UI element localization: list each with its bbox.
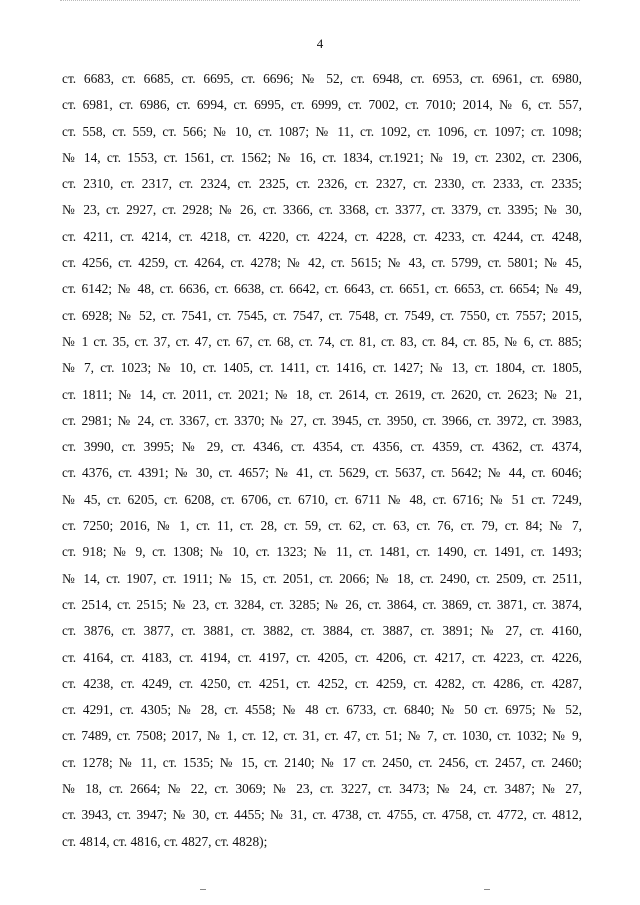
page-number: 4	[316, 36, 324, 51]
text-line: № 14, ст. 1553, ст. 1561, ст. 1562; № 16, ст. 1834, ст.1921; № 19, ст. 2302, ст. 2306,	[62, 149, 582, 165]
text-line: ст. 3990, ст. 3995; № 29, ст. 4346, ст. 4354, ст. 4356, ст. 4359, ст. 4362, ст. 4374,	[62, 439, 582, 455]
text-line: ст. 3876, ст. 3877, ст. 3881, ст. 3882, ст. 3884, ст. 3887, ст. 3891; № 27, ст. 4160,	[62, 623, 582, 639]
text-line: ст. 6683, ст. 6685, ст. 6695, ст. 6696; № 52, ст. 6948, ст. 6953, ст. 6961, ст. 6980,	[62, 71, 582, 86]
text-line: ст. 2514, ст. 2515; № 23, ст. 3284, ст. 3285; № 26, ст. 3864, ст. 3869, ст. 3871, ст. 3874,	[62, 596, 582, 612]
text-line: ст. 6981, ст. 6986, ст. 6994, ст. 6995, ст. 6999, ст. 7002, ст. 7010; 2014, № 6, ст. 557,	[62, 97, 582, 113]
text-line: ст. 4238, ст. 4249, ст. 4250, ст. 4251, ст. 4252, ст. 4259, ст. 4282, ст. 4286, ст. 4287,	[62, 675, 582, 691]
scan-mark-left	[200, 889, 206, 890]
scan-edge-line	[60, 0, 580, 2]
text-line: ст. 4376, ст. 4391; № 30, ст. 4657; № 41, ст. 5629, ст. 5637, ст. 5642; № 44, ст. 6046;	[62, 465, 582, 481]
text-line: ст. 1811; № 14, ст. 2011, ст. 2021; № 18, ст. 2614, ст. 2619, ст. 2620, ст. 2623; № 21,	[62, 386, 582, 402]
text-line: № 23, ст. 2927, ст. 2928; № 26, ст. 3366, ст. 3368, ст. 3377, ст. 3379, ст. 3395; № 30,	[62, 202, 582, 218]
scan-mark-right	[484, 889, 490, 890]
text-line: ст. 7489, ст. 7508; 2017, № 1, ст. 12, ст. 31, ст. 47, ст. 51; № 7, ст. 1030, ст. 1032; № 9,	[62, 728, 582, 744]
text-line: ст. 558, ст. 559, ст. 566; № 10, ст. 1087; № 11, ст. 1092, ст. 1096, ст. 1097; ст. 1098;	[62, 123, 582, 139]
text-line: ст. 2981; № 24, ст. 3367, ст. 3370; № 27, ст. 3945, ст. 3950, ст. 3966, ст. 3972, ст. 3983,	[62, 412, 582, 428]
text-line: ст. 3943, ст. 3947; № 30, ст. 4455; № 31, ст. 4738, ст. 4755, ст. 4758, ст. 4772, ст. 4812,	[62, 807, 582, 823]
text-line: ст. 4211, ст. 4214, ст. 4218, ст. 4220, ст. 4224, ст. 4228, ст. 4233, ст. 4244, ст. 4248,	[62, 228, 582, 244]
text-line: ст. 1278; № 11, ст. 1535; № 15, ст. 2140; № 17 ст. 2450, ст. 2456, ст. 2457, ст. 2460;	[62, 754, 582, 770]
text-line: ст. 4291, ст. 4305; № 28, ст. 4558; № 48 ст. 6733, ст. 6840; № 50 ст. 6975; № 52,	[62, 702, 582, 718]
text-line: ст. 4256, ст. 4259, ст. 4264, ст. 4278; № 42, ст. 5615; № 43, ст. 5799, ст. 5801; № 45,	[62, 255, 582, 271]
text-line: № 18, ст. 2664; № 22, ст. 3069; № 23, ст. 3227, ст. 3473; № 24, ст. 3487; № 27,	[62, 781, 582, 797]
text-line: № 14, ст. 1907, ст. 1911; № 15, ст. 2051, ст. 2066; № 18, ст. 2490, ст. 2509, ст. 2511,	[62, 570, 582, 586]
citation-paragraph	[62, 66, 582, 855]
text-line: ст. 7250; 2016, № 1, ст. 11, ст. 28, ст. 59, ст. 62, ст. 63, ст. 76, ст. 79, ст. 84; № 7,	[62, 518, 582, 534]
text-line: ст. 918; № 9, ст. 1308; № 10, ст. 1323; № 11, ст. 1481, ст. 1490, ст. 1491, ст. 1493;	[62, 544, 582, 560]
text-line: ст. 4814, ст. 4816, ст. 4827, ст. 4828);	[62, 833, 268, 849]
text-line: ст. 4164, ст. 4183, ст. 4194, ст. 4197, ст. 4205, ст. 4206, ст. 4217, ст. 4223, ст. 4226,	[62, 649, 582, 665]
text-line: ст. 6142; № 48, ст. 6636, ст. 6638, ст. 6642, ст. 6643, ст. 6651, ст. 6653, ст. 6654; № 49,	[62, 281, 582, 297]
text-line: № 45, ст. 6205, ст. 6208, ст. 6706, ст. 6710, ст. 6711 № 48, ст. 6716; № 51 ст. 7249,	[62, 491, 582, 507]
text-line: ст. 2310, ст. 2317, ст. 2324, ст. 2325, ст. 2326, ст. 2327, ст. 2330, ст. 2333, ст. 2335;	[62, 176, 582, 192]
text-line: № 7, ст. 1023; № 10, ст. 1405, ст. 1411, ст. 1416, ст. 1427; № 13, ст. 1804, ст. 1805,	[62, 360, 582, 376]
text-line: № 1 ст. 35, ст. 37, ст. 47, ст. 67, ст. 68, ст. 74, ст. 81, ст. 83, ст. 84, ст. 85, № 6, ст. 885;	[62, 333, 582, 349]
text-line: ст. 6928; № 52, ст. 7541, ст. 7545, ст. 7547, ст. 7548, ст. 7549, ст. 7550, ст. 7557; 2015,	[62, 307, 582, 323]
